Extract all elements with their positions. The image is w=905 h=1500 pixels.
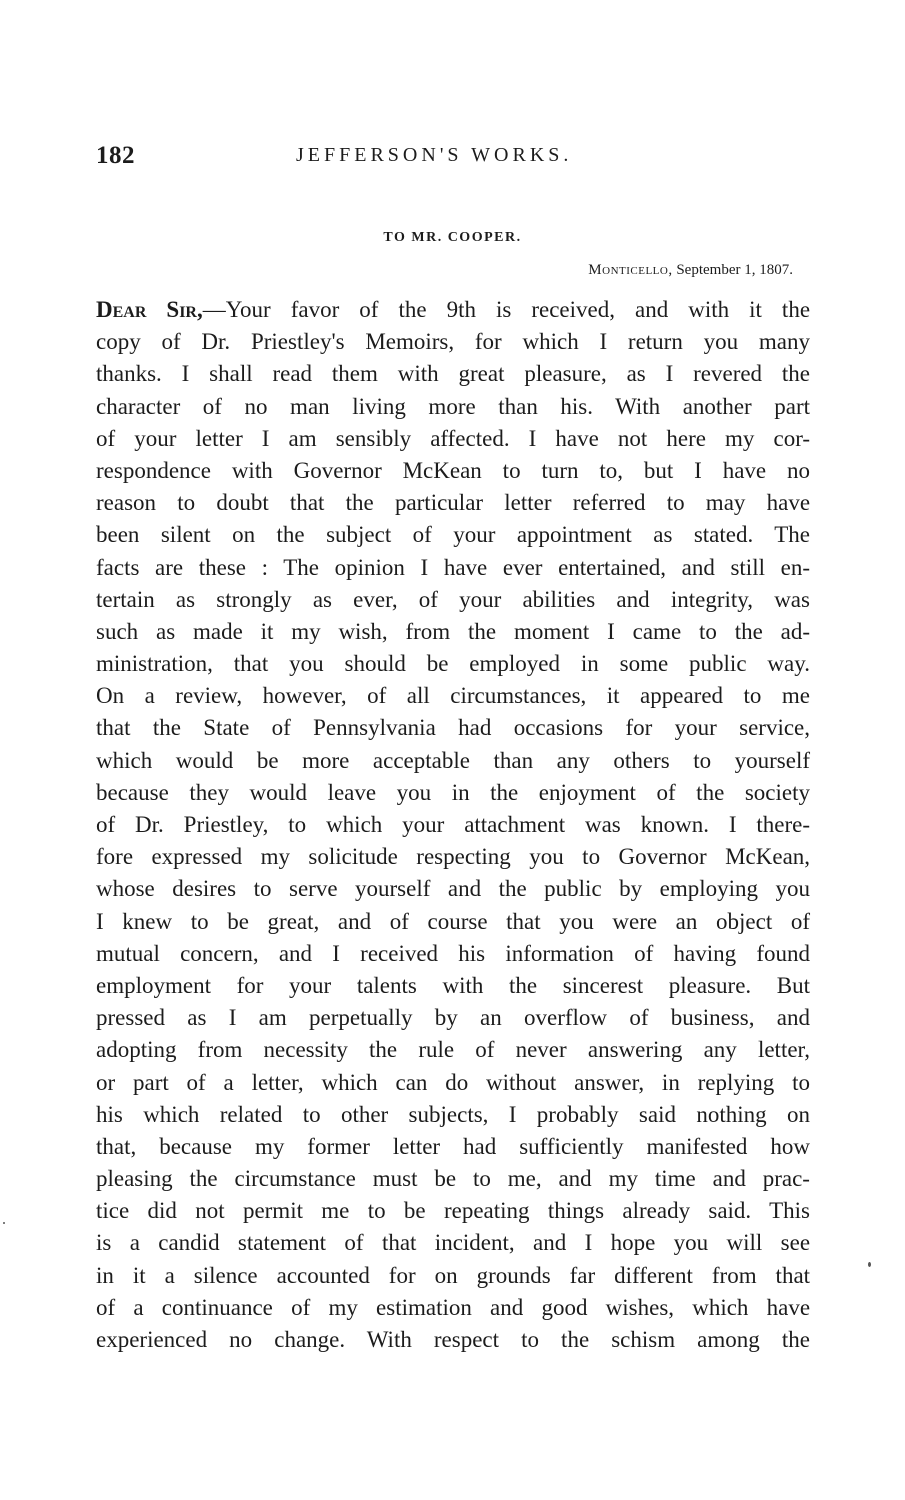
salutation: Dear Sir, [96,297,203,322]
text-line: pressed as I am perpetually by an overflow of business, and [96,1005,810,1031]
text-line: ministration, that you should be employed in some public way. [96,651,810,677]
running-title: JEFFERSON'S WORKS. [296,144,573,166]
dateline-place: Monticello, [588,262,673,278]
text-line: mutual concern, and I received his information of having found [96,940,810,966]
text-line: been silent on the subject of your appointment as stated. The [96,522,810,548]
text-line: employment for your talents with the sincerest pleasure. But [96,972,811,998]
text-line: of your letter I am sensibly affected. I have not here my cor- [96,425,811,451]
text-line [96,294,810,326]
text-line: respondence with Governor McKean to turn to, but I have no [96,457,811,483]
text-line: because they would leave you in the enjoyment of the society [96,779,810,805]
text-line: such as made it my wish, from the moment I came to the ad- [96,618,811,644]
dateline-date: September 1, 1807. [676,262,793,278]
text-line: fore expressed my solicitude respecting you to Governor McKean, [96,844,811,870]
text-line: experienced no change. With respect to the schism among the [96,1327,810,1352]
text-line: adopting from necessity the rule of never answering any letter, [96,1037,811,1063]
text-line: in it a silence accounted for on grounds far different from that [96,1262,811,1288]
page-number: 182 [96,142,135,169]
ink-speck [868,1262,871,1267]
text-line: that the State of Pennsylvania had occasions for your service, [96,715,811,741]
text-line: tice did not permit me to be repeating things already said. This [96,1198,810,1224]
text-line: reason to doubt that the particular letter referred to may have [96,490,811,516]
text-line: I knew to be great, and of course that you were an object of [96,908,810,934]
text-line: that, because my former letter had sufficiently manifested how [96,1133,810,1159]
letter-heading: TO MR. COOPER. [383,230,522,245]
text-line: is a candid statement of that incident, and I hope you will see [96,1230,811,1256]
text-line: whose desires to serve yourself and the public by employing you [96,876,810,902]
text-line: of Dr. Priestley, to which your attachment was known. I there- [96,812,811,837]
text-line: of a continuance of my estimation and good wishes, which have [96,1294,811,1320]
text-line: tertain as strongly as ever, of your abilities and integrity, was [96,586,810,612]
letter-body [96,294,810,1356]
text-line: copy of Dr. Priestley's Memoirs, for which I return you many [96,329,811,355]
ink-speck [3,1222,5,1224]
text-line: facts are these : The opinion I have ever entertained, and still en- [96,554,810,580]
text-line: or part of a letter, which can do without answer, in replying to [96,1069,811,1095]
running-head [96,142,816,176]
dateline [588,262,793,279]
text-line-content: —Your favor of the 9th is received, and with it the [202,297,811,322]
text-line: On a review, however, of all circumstances, it appeared to me [96,683,810,709]
text-line: thanks. I shall read them with great pleasure, as I revered the [96,361,811,387]
text-line: which would be more acceptable than any others to yourself [96,747,811,773]
text-line: pleasing the circumstance must be to me, and my time and prac- [96,1166,810,1192]
text-line: his which related to other subjects, I probably said nothing on [96,1101,810,1127]
text-line: character of no man living more than his. With another part [96,393,811,419]
